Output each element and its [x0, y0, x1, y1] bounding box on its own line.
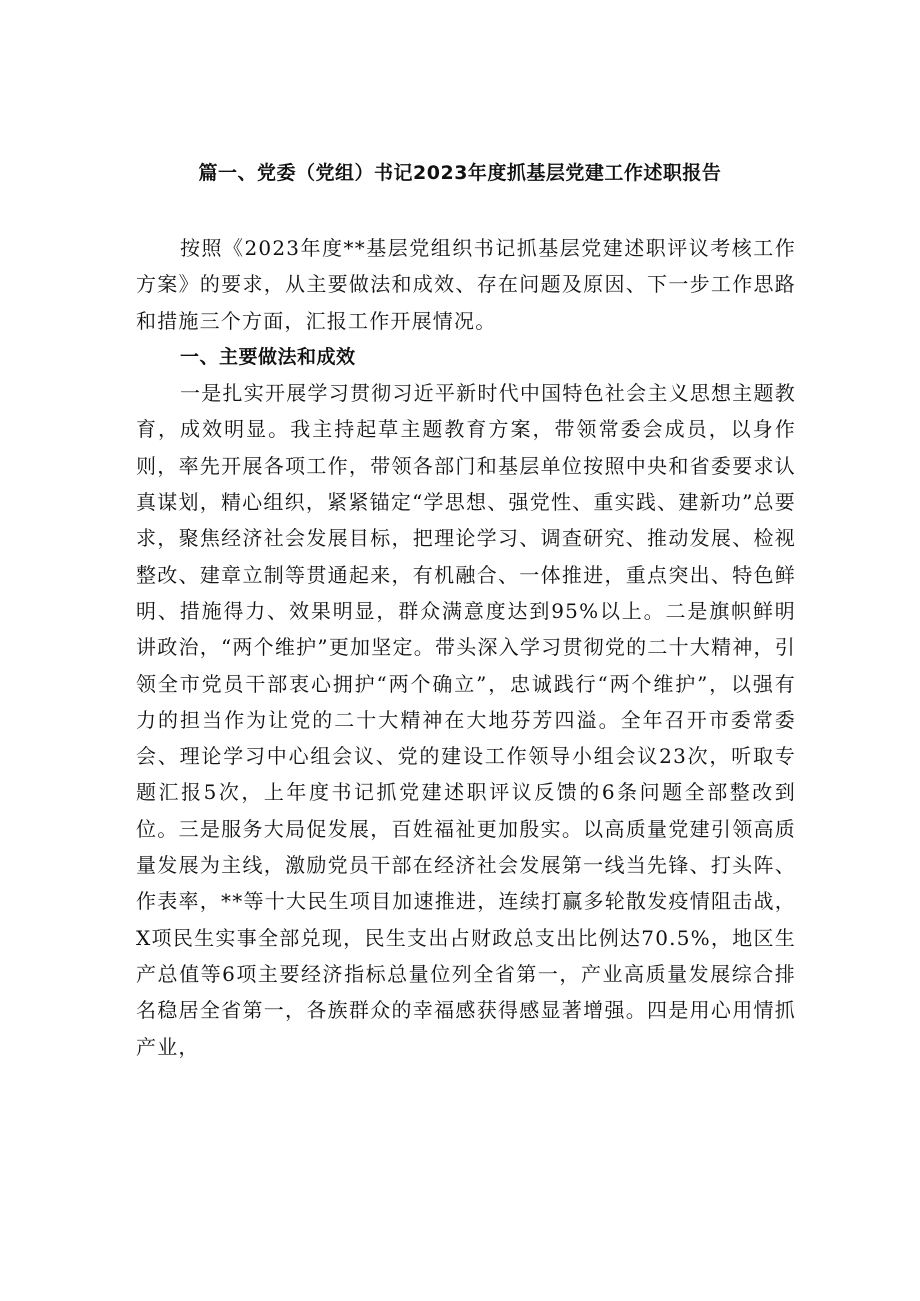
document-title: 篇一、党委（党组）书记2023年度抓基层党建工作述职报告 — [198, 162, 722, 184]
section-paragraph: 一是扎实开展学习贯彻习近平新时代中国特色社会主义思想主题教育，成效明显。我主持起草主题教育方案，带领常委会成员，以身作则，率先开展各项工作，带领各部门和基层单位按照中央和省委要求认真谋划，精心组织，紧紧锚定“学思想、强党性、重实践、建新功”总要求，聚焦经济社会发展目标，把理论学习、调查研究、推动发展、检视整改、建章立制等贯通起来，有机融合、一体推进，重点突出、特色鲜明、措施得力、效果明显，群众满意度达到95%以上。二是旗帜鲜明讲政治，“两个维护”更加坚定。带头深入学习贯彻党的二十大精神，引领全市党员干部衷心拥护“两个确立”，忠诚践行“两个维护”，以强有力的担当作为让党的二十大精神在大地芬芳四溢。全年召开市委常委会、理论学习中心组会议、党的建设工作领导小组会议23次，听取专题汇报5次，上年度书记抓党建述职评议反馈的6条问题全部整改到位。三是服务大局促发展，百姓福祉更加殷实。以高质量党建引领高质量发展为主线，激励党员干部在经济社会发展第一线当先锋、打头阵、作表率，**等十大民生项目加速推进，连续打赢多轮散发疫情阻击战，X项民生实事全部兑现，民生支出占财政总支出比例达70.5%，地区生产总值等6项主要经济指标总量位列全省第一，产业高质量发展综合排名稳居全省第一，各族群众的幸福感获得感显著增强。四是用心用情抓产业， — [136, 381, 796, 1059]
intro-paragraph: 按照《2023年度**基层党组织书记抓基层党建述职评议考核工作方案》的要求，从主要做法和成效、存在问题及原因、下一步工作思路和措施三个方面，汇报工作开展情况。 — [136, 236, 796, 333]
document-body — [136, 230, 796, 1065]
section-heading: 一、主要做法和成效 — [180, 345, 356, 368]
